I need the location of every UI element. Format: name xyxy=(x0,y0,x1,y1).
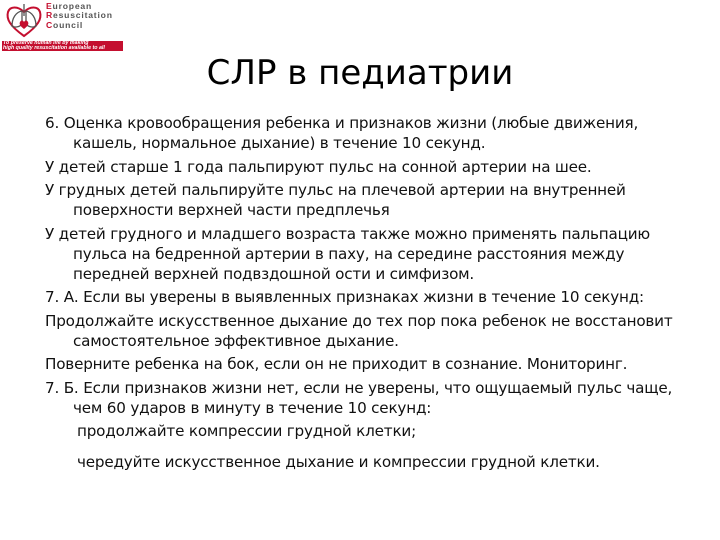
erc-logo xyxy=(2,2,121,50)
logo-initial-r: R xyxy=(46,10,54,21)
erc-wordmark xyxy=(46,2,113,30)
list-item-compressions: продолжайте компрессии грудной клетки; xyxy=(77,422,417,440)
erc-emblem-icon xyxy=(2,2,46,40)
slide-body xyxy=(45,113,695,483)
logo-word-council: ouncil xyxy=(53,19,84,30)
paragraph-brachial-pulse: У грудных детей пальпируйте пульс на плечевой артерии на внутренней поверхности верхней части предплечья xyxy=(45,181,626,219)
logo-initial-c: C xyxy=(46,19,54,30)
paragraph-recovery-position: Поверните ребенка на бок, если он не приходит в сознание. Мониторинг. xyxy=(45,355,628,373)
paragraph-continue-breathing: Продолжайте искусственное дыхание до тех пор пока ребенок не восстановит самостоятельное эффективное дыхание. xyxy=(45,311,673,350)
paragraph-carotid-pulse: У детей старше 1 года пальпируют пульс на сонной артерии на шее. xyxy=(45,157,592,176)
logo-word-european: uropean xyxy=(52,1,93,11)
paragraph-step-7b: 7. Б. Если признаков жизни нет, если не уверены, что ощущаемый пульс чаще, чем 60 ударов в минуту в течение 10 секунд: xyxy=(45,378,673,417)
list-item-alternate: чередуйте искусственное дыхание и компрессии грудной клетки. xyxy=(77,453,600,471)
paragraph-circulation-check: 6. Оценка кровообращения ребенка и признаков жизни (любые движения, кашель, нормальное дыхание) в течение 10 секунд. xyxy=(45,114,639,152)
slide-title: СЛР в педиатрии xyxy=(206,53,514,93)
logo-initial-e: E xyxy=(46,1,53,11)
paragraph-femoral-pulse: У детей грудного и младшего возраста также можно применять пальпацию пульса на бедренной артерии в паху, на середине расстояния между передней верхней подвздошной ости и симфизом. xyxy=(45,224,650,283)
paragraph-step-7a: 7. А. Если вы уверены в выявленных признаках жизни в течение 10 секунд: xyxy=(45,288,644,306)
logo-word-resuscitation: esuscitation xyxy=(53,10,113,21)
logo-tagline: To preserve human life by making high quality resuscitation available to all xyxy=(2,41,123,51)
